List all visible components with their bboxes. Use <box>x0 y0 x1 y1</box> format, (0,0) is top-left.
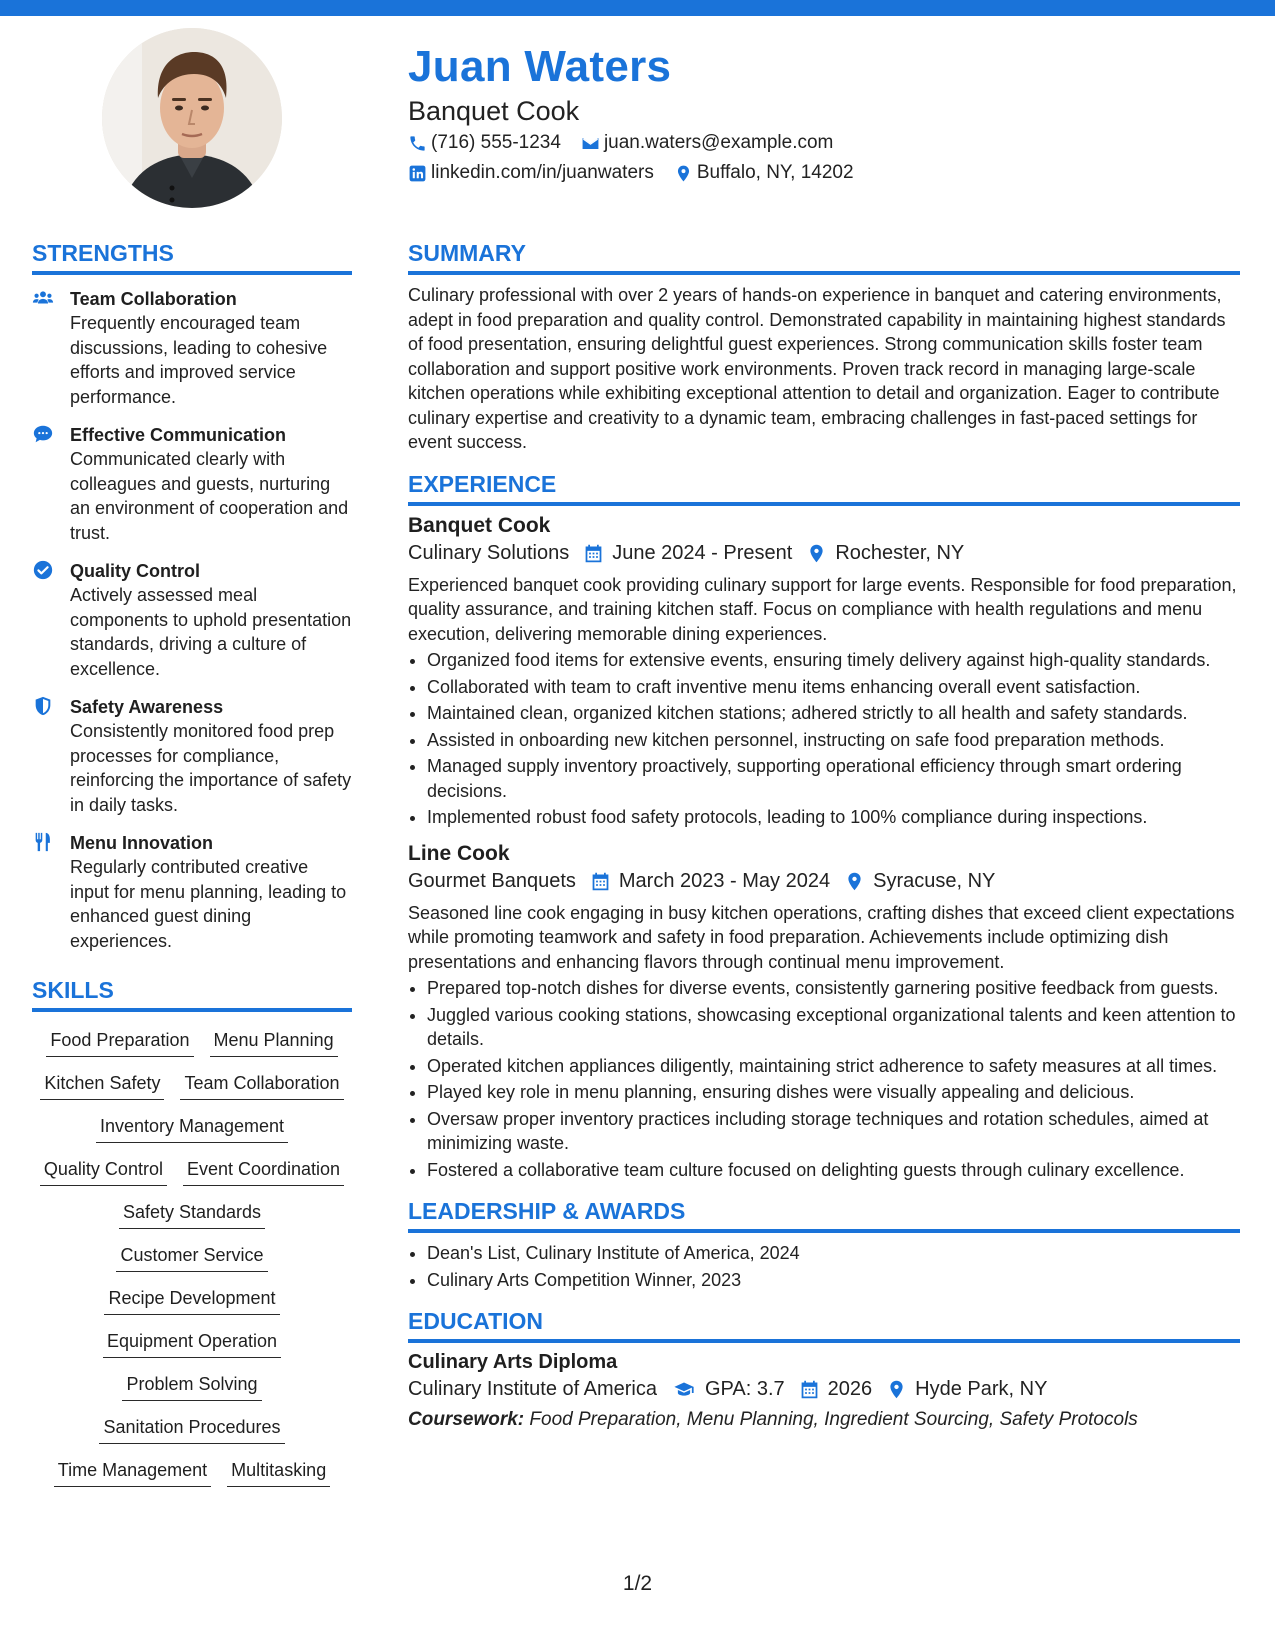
skill-tag: Menu Planning <box>210 1028 338 1057</box>
skill-tag: Quality Control <box>40 1157 167 1186</box>
gpa-text: GPA: 3.7 <box>705 1378 785 1400</box>
strength-title: Menu Innovation <box>70 833 213 853</box>
bullet-item: • Assisted in onboarding new kitchen personnel, instructing on safe food preparation methods. <box>427 728 1240 753</box>
strength-title: Safety Awareness <box>70 697 224 717</box>
education-heading: EDUCATION <box>408 1308 1240 1343</box>
strength-title: Quality Control <box>70 561 200 581</box>
bullet-item: • Oversaw proper inventory practices including storage techniques and rotation schedules, aimed at minimizing waste. <box>427 1107 1240 1156</box>
bullet-item: • Operated kitchen appliances diligently, maintaining strict adherence to safety measures at all times. <box>427 1054 1240 1079</box>
top-accent-bar <box>0 0 1275 16</box>
linkedin-contact[interactable] <box>408 162 654 184</box>
contact-row-1 <box>408 132 833 154</box>
phone-contact[interactable] <box>408 132 561 154</box>
job-bullets <box>408 648 1240 830</box>
bullet-item: • Fostered a collaborative team culture focused on delighting guests through culinary excellence. <box>427 1158 1240 1183</box>
summary-heading: SUMMARY <box>408 240 1240 275</box>
skill-tag: Recipe Development <box>104 1286 279 1315</box>
calendar-icon <box>583 543 604 564</box>
profile-photo <box>102 28 282 208</box>
awards-section <box>408 1198 1240 1292</box>
skill-tag: Equipment Operation <box>103 1329 281 1358</box>
job-location <box>806 542 964 565</box>
job-location <box>844 870 995 893</box>
candidate-name: Juan Waters <box>408 42 672 91</box>
school-name: Culinary Institute of America <box>408 1378 657 1400</box>
experience-section <box>408 471 1240 1183</box>
coursework-label: Coursework: <box>408 1409 525 1430</box>
skill-tag: Time Management <box>54 1458 211 1487</box>
strengths-heading: STRENGTHS <box>32 240 352 275</box>
company-name: Culinary Solutions <box>408 541 570 564</box>
location-contact <box>674 162 854 184</box>
award-item: • Culinary Arts Competition Winner, 2023 <box>427 1268 1240 1293</box>
map-pin-icon <box>844 871 865 892</box>
page-number: 1/2 <box>622 1572 653 1595</box>
phone-icon <box>408 134 427 153</box>
skill-tag: Food Preparation <box>46 1028 193 1057</box>
job-meta <box>408 542 1240 565</box>
bullet-item: • Collaborated with team to craft inventive menu items enhancing overall event satisfaction. <box>427 675 1240 700</box>
skill-tag: Kitchen Safety <box>40 1071 164 1100</box>
education-section <box>408 1308 1240 1431</box>
strength-title: Team Collaboration <box>70 289 237 309</box>
bullet-item: • Organized food items for extensive events, ensuring timely delivery against high-quality standards. <box>427 648 1240 673</box>
strengths-list <box>32 287 352 953</box>
right-column <box>408 240 1240 1447</box>
coursework <box>408 1409 1240 1431</box>
calendar-icon <box>799 1379 820 1400</box>
envelope-icon <box>581 134 600 153</box>
awards-heading: LEADERSHIP & AWARDS <box>408 1198 1240 1233</box>
bullet-item: • Juggled various cooking stations, showcasing exceptional organizational talents and keen attention to details. <box>427 1003 1240 1052</box>
skill-tag: Sanitation Procedures <box>99 1415 284 1444</box>
strength-description: Regularly contributed creative input for menu planning, leading to enhanced guest dining experiences. <box>70 857 347 951</box>
company-name: Gourmet Banquets <box>408 869 576 892</box>
check-circle-icon <box>32 559 54 581</box>
graduation-year <box>799 1378 873 1401</box>
school-location <box>886 1378 1047 1401</box>
summary-section <box>408 240 1240 455</box>
job-entry <box>408 842 1240 1183</box>
job-location-text: Rochester, NY <box>835 541 965 564</box>
experience-heading: EXPERIENCE <box>408 471 1240 506</box>
job-title: Banquet Cook <box>408 513 551 537</box>
linkedin-text: linkedin.com/in/juanwaters <box>431 162 654 183</box>
job-dates-text: June 2024 - Present <box>612 541 793 564</box>
email-text: juan.waters@example.com <box>603 132 834 153</box>
skill-tag: Event Coordination <box>183 1157 344 1186</box>
contact-row-2 <box>408 162 854 184</box>
email-contact[interactable] <box>581 132 833 154</box>
bullet-item: • Maintained clean, organized kitchen stations; adhered strictly to all health and safety standards. <box>427 701 1240 726</box>
strength-description: Communicated clearly with colleagues and guests, nurturing an environment of cooperation and trust. <box>70 449 349 543</box>
linkedin-icon <box>408 164 427 183</box>
location-text: Buffalo, NY, 14202 <box>696 162 854 183</box>
strength-description: Frequently encouraged team discussions, leading to cohesive efforts and improved service performance. <box>70 313 328 407</box>
skill-tag: Inventory Management <box>96 1114 288 1143</box>
bullet-item: • Implemented robust food safety protocols, leading to 100% compliance during inspections. <box>427 805 1240 830</box>
degree-title: Culinary Arts Diploma <box>408 1351 618 1373</box>
awards-list <box>408 1241 1240 1292</box>
candidate-title: Banquet Cook <box>408 96 580 126</box>
graduation-cap-icon <box>671 1379 697 1400</box>
job-description: Experienced banquet cook providing culinary support for large events. Responsible for food preparation, quality assurance, and training kitchen staff. Focus on compliance with health regulations and menu execution, delivering memorable dining experiences. <box>408 574 1237 644</box>
strength-item <box>32 695 352 817</box>
bullet-item: • Prepared top-notch dishes for diverse events, consistently garnering positive feedback from guests. <box>427 976 1240 1001</box>
job-dates <box>583 542 792 565</box>
strength-item <box>32 423 352 545</box>
users-icon <box>32 287 54 309</box>
phone-text: (716) 555-1234 <box>431 132 561 153</box>
skills-section <box>32 977 352 1487</box>
job-location-text: Syracuse, NY <box>873 869 996 892</box>
job-meta <box>408 870 1240 893</box>
skill-tag: Team Collaboration <box>180 1071 343 1100</box>
calendar-icon <box>590 871 611 892</box>
skill-tag: Customer Service <box>116 1243 267 1272</box>
gpa <box>671 1378 785 1401</box>
job-title: Line Cook <box>408 841 510 865</box>
strength-description: Consistently monitored food prep processes for compliance, reinforcing the importance of safety in daily tasks. <box>70 721 352 815</box>
strength-title: Effective Communication <box>70 425 287 445</box>
strength-description: Actively assessed meal components to uphold presentation standards, driving a culture of excellence. <box>70 585 352 679</box>
award-item: • Dean's List, Culinary Institute of America, 2024 <box>427 1241 1240 1266</box>
bullet-item: • Managed supply inventory proactively, supporting operational efficiency through smart ordering decisions. <box>427 754 1240 803</box>
skills-heading: SKILLS <box>32 977 352 1012</box>
education-meta <box>408 1378 1240 1401</box>
strength-item <box>32 831 352 953</box>
skill-tag: Problem Solving <box>122 1372 261 1401</box>
utensils-icon <box>32 831 54 853</box>
job-description: Seasoned line cook engaging in busy kitchen operations, crafting dishes that exceed client expectations while promoting teamwork and safety in food preparation. Achievements include optimizing dish presentations and enhancing flavors through continual menu improvement. <box>408 902 1235 972</box>
school-location-text: Hyde Park, NY <box>915 1378 1048 1400</box>
shield-icon <box>32 695 54 717</box>
map-pin-icon <box>806 543 827 564</box>
strength-item <box>32 559 352 681</box>
job-dates <box>590 870 830 893</box>
summary-text: Culinary professional with over 2 years of hands-on experience in banquet and catering environments, adept in food preparation and quality control. Demonstrated capability in maintaining highest standards of food presentation, ensuring delightful guest experiences. Strong communication skills foster team collaboration and support positive work environments. Proven track record in managing large-scale kitchen operations while exhibiting exceptional attention to detail and organization. Eager to contribute culinary expertise and creativity to a dynamic team, embracing challenges in fast-paced settings for event success. <box>408 285 1226 452</box>
chat-icon <box>32 423 54 445</box>
map-pin-icon <box>886 1379 907 1400</box>
job-dates-text: March 2023 - May 2024 <box>618 869 831 892</box>
job-entry <box>408 514 1240 830</box>
graduation-year-text: 2026 <box>827 1378 873 1400</box>
bullet-item: • Played key role in menu planning, ensuring dishes were visually appealing and delicious. <box>427 1080 1240 1105</box>
coursework-text: Food Preparation, Menu Planning, Ingredient Sourcing, Safety Protocols <box>529 1409 1138 1430</box>
strength-item <box>32 287 352 409</box>
skills-list <box>32 1028 352 1487</box>
map-pin-icon <box>674 164 693 183</box>
job-bullets <box>408 976 1240 1182</box>
left-column <box>32 240 352 1487</box>
skill-tag: Safety Standards <box>119 1200 265 1229</box>
skill-tag: Multitasking <box>227 1458 330 1487</box>
